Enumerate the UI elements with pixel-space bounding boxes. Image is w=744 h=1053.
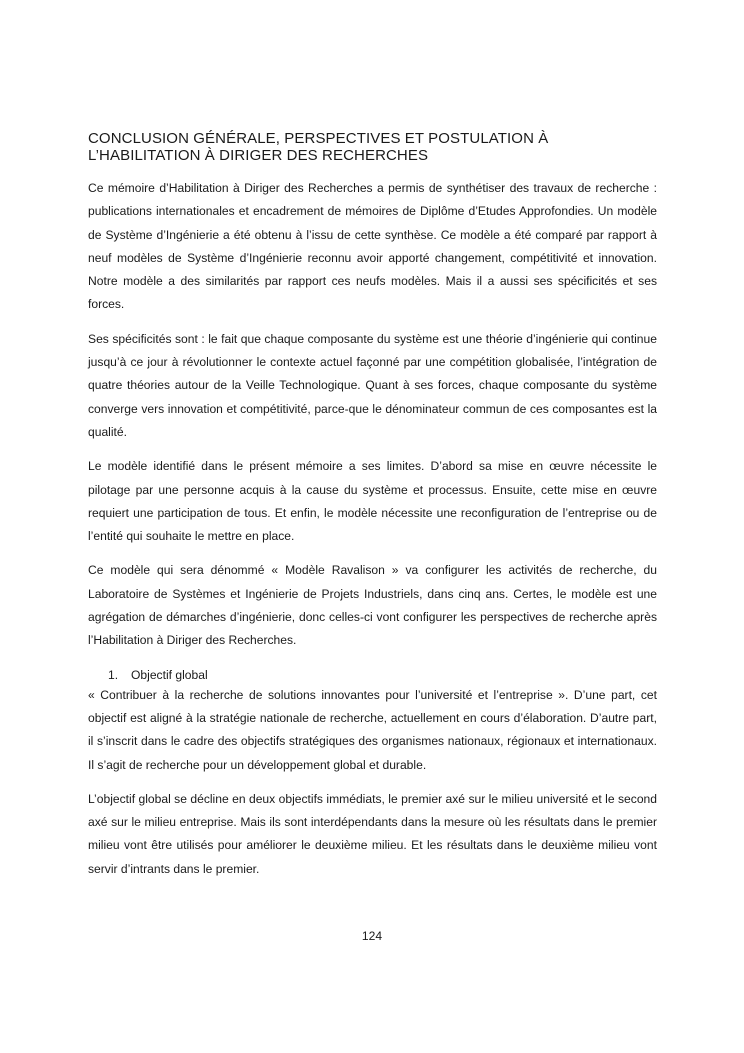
list-item-objectif-global (108, 666, 657, 684)
section-title: CONCLUSION GÉNÉRALE, PERSPECTIVES ET POSTULATION À L’HABILITATION À DIRIGER DES RECHERCHES (88, 130, 549, 164)
paragraph-5: « Contribuer à la recherche de solutions innovantes pour l’université et l’entreprise ». D’une part, cet objectif est aligné à la stratégie nationale de recherche, actuellement en cours d’élaboration. D’autre part, il s’inscrit dans le cadre des objectifs stratégiques des organismes nationaux, régionaux et internationaux. Il s’agit de recherche pour un développement global et durable. (88, 687, 657, 772)
list-item-label: Objectif global (131, 667, 208, 682)
paragraph-6: L’objectif global se décline en deux objectifs immédiats, le premier axé sur le milieu université et le second axé sur le milieu entreprise. Mais ils sont interdépendants dans la mesure où les résultats dans le premier milieu vont être utilisés pour améliorer le deuxième milieu. Et les résultats dans le deuxième milieu vont servir d’intrants dans le premier. (88, 791, 657, 876)
body-text (88, 177, 657, 892)
list-item-number: 1. (108, 667, 119, 682)
paragraph-2: Ses spécificités sont : le fait que chaque composante du système est une théorie d’ingénierie qui continue jusqu’à ce jour à révolutionner le contexte actuel façonné par une compétition globalisée, l’intégration de quatre théories autour de la Veille Technologique. Quant à ses forces, chaque composante du système converge vers innovation et compétitivité, parce-que le dénominateur commun de ces composantes est la qualité. (88, 331, 657, 439)
paragraph-3: Le modèle identifié dans le présent mémoire a ses limites. D’abord sa mise en œuvre nécessite le pilotage par une personne acquis à la cause du système et processus. Ensuite, cette mise en œuvre requiert une participation de tous. Et enfin, le modèle nécessite une reconfiguration de l’entreprise ou de l’entité qui souhaite le mettre en place. (88, 459, 657, 544)
page-number: 124 (361, 929, 383, 943)
paragraph-1: Ce mémoire d’Habilitation à Diriger des Recherches a permis de synthétiser des travaux de recherche : publications internationales et encadrement de mémoires de Diplôme d’Etudes Approfondies. Un modèle de Système d’Ingénierie a été obtenu à l’issu de cette synthèse. Ce modèle a été comparé par rapport à neuf modèles de Système d’Ingénierie reconnu avoir apporté changement, compétitivité et innovation. Notre modèle a des similarités par rapport ces neufs modèles. Mais il a aussi ses spécificités et ses forces. (88, 181, 657, 312)
paragraph-4: Ce modèle qui sera dénommé « Modèle Ravalison » va configurer les activités de recherche, du Laboratoire de Systèmes et Ingénierie de Projets Industriels, dans cinq ans. Certes, le modèle est une agrégation de démarches d’ingénierie, donc celles-ci vont configurer les perspectives de recherche après l’Habilitation à Diriger des Recherches. (88, 563, 657, 648)
